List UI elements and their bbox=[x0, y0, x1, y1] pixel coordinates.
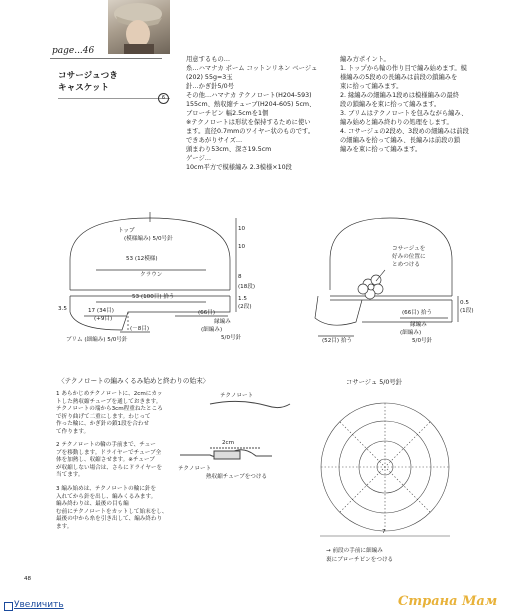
dim-v1: 10 bbox=[238, 226, 246, 232]
materials-line: ます。直径0.7mmのワイヤー状のものです。 bbox=[186, 128, 315, 135]
step-text: 1 あらかじめテクノロートに、2cmにカッ bbox=[56, 391, 163, 397]
corsage-title: コサージュ 5/0号針 bbox=[346, 379, 402, 386]
materials-line: その他…ハマナカ テクノロート(H204-593) bbox=[186, 92, 312, 99]
top-sub-label: (模様編み) 5/0号針 bbox=[124, 236, 173, 242]
brim-label: ブリム (細編み) 5/0号針 bbox=[66, 337, 128, 343]
points-line: 様編みの5段めの長編みは前段の鎖編みを bbox=[340, 74, 458, 81]
materials-line: 頭まわり53cm、深さ19.5cm bbox=[186, 146, 272, 153]
right-brim-outline bbox=[315, 296, 362, 325]
step-text: 3 編み始めは、テクノロートの輪に針を bbox=[56, 486, 157, 492]
site-logo: Страна Мам bbox=[398, 594, 498, 609]
corsage-note-3: とめつける bbox=[392, 262, 420, 268]
points-line: 3. ブリムはテクノロートを包みながら編み、 bbox=[340, 110, 468, 117]
dim-53-100-label: 53 (100目) 拾う bbox=[132, 294, 175, 300]
title-line-2: キャスケット bbox=[58, 83, 110, 93]
points-line: 2. 縁編みの細編み1段めは模様編みの最終 bbox=[340, 92, 460, 99]
step-text: 編み終わりは、最後の目も編 bbox=[56, 501, 129, 508]
step-text: 作った輪に、かぎ針の鎖1段を合わせ bbox=[56, 421, 150, 428]
right-edge-needle: 5/0号針 bbox=[412, 338, 433, 344]
corsage-flower-icon bbox=[358, 275, 383, 299]
dim-53-label: 53 (12模様) bbox=[126, 256, 158, 262]
materials-line: ブローチピン 幅2.5cmを1個 bbox=[186, 110, 269, 117]
materials-line: (202) 55g=3玉 bbox=[186, 74, 233, 81]
materials-line: ゲージ… bbox=[186, 155, 212, 162]
dim-66: (66目) bbox=[198, 310, 216, 316]
dim-v4: (18段) bbox=[238, 284, 256, 290]
zoom-icon bbox=[4, 602, 13, 611]
step-text: 当てます。 bbox=[56, 472, 84, 479]
wire-label-2: 2cm bbox=[222, 440, 235, 446]
step-text: む前にテクノロートをカットして始末をし、 bbox=[56, 508, 168, 515]
dim-v6: (2段) bbox=[238, 304, 252, 310]
points-line: 編みを束に拾って編みます。 bbox=[340, 146, 422, 153]
points-heading: 編み方ポイント。 bbox=[340, 56, 390, 63]
corsage-chart bbox=[320, 403, 450, 536]
dim-34: 17 (34目) bbox=[88, 308, 114, 314]
corsage-note-2: 好みの位置に bbox=[392, 254, 426, 260]
edge-label: 縁編み bbox=[214, 319, 231, 325]
techno-step-2 bbox=[56, 442, 162, 480]
materials-line: 155cm、熱収縮チューブ(H204-605) 5cm、 bbox=[186, 101, 316, 108]
title-line-1: コサージュつき bbox=[58, 71, 118, 81]
top-label: トップ bbox=[118, 228, 135, 234]
step-text: ブを移動します。ドライヤーでチューブ全 bbox=[56, 449, 162, 456]
materials-line: 糸…ハマナカ ボーム コットンリネン ベージュ bbox=[186, 65, 318, 72]
edge-needle-label: 5/0号針 bbox=[221, 335, 242, 341]
dim-v2: 10 bbox=[238, 244, 246, 250]
wire-label-1: テクノロート bbox=[220, 393, 254, 399]
dim-v5: 1.5 bbox=[238, 296, 247, 302]
crown-label: クラウン bbox=[140, 272, 163, 278]
materials-line: 針…かぎ針5/0号 bbox=[186, 83, 234, 90]
points-line: 段の鎖編みを束に拾って編みます。 bbox=[340, 101, 441, 108]
step-text: 入れてから針を出し、編みくるみます。 bbox=[56, 493, 157, 500]
right-crown-outline bbox=[330, 218, 452, 296]
points-line: 1. トップから輪の作り目で編み始めます。模 bbox=[340, 65, 467, 72]
right-dim-52: (52目) 拾う bbox=[322, 338, 353, 344]
right-edge-sub: (細編み) bbox=[400, 330, 422, 336]
techno-step-1 bbox=[56, 391, 163, 437]
points-line: 編み始めと編み終わりの処理をします。 bbox=[340, 119, 453, 126]
step-text: が収縮しない場合は、さらにドライヤーを bbox=[56, 464, 163, 471]
corsage-note-1: コサージュを bbox=[392, 246, 426, 252]
right-dim-v2: (1段) bbox=[460, 308, 474, 314]
step-text: ます。 bbox=[56, 523, 73, 530]
corsage-legend-2: 裏にブローチピンをつける bbox=[326, 557, 394, 563]
dim-plus9: (+9目) bbox=[94, 316, 113, 322]
dim-v3: 8 bbox=[238, 274, 242, 280]
techno-heading: 〈テクノロートの編みくるみ始めと終わりの始末〉 bbox=[58, 377, 210, 385]
materials-line: できあがりサイズ… bbox=[186, 137, 243, 144]
page-number: 48 bbox=[24, 576, 32, 582]
right-edge-label: 縁編み bbox=[410, 322, 427, 328]
materials-line: ※テクノロートは形状を保持するために使い bbox=[186, 119, 311, 126]
step-text: 最後の中から糸を引き出して、編み終わり bbox=[56, 516, 163, 523]
points-line: 束に拾って編みます。 bbox=[340, 83, 403, 90]
dim-left-3-5: 3.5 bbox=[58, 306, 67, 312]
points-line: の細編みを拾って編み、長編みは前段の鎖 bbox=[340, 137, 461, 144]
page-label: page...46 bbox=[52, 46, 95, 56]
step-text: 2 テクノロートの輪の手前まで、チュー bbox=[56, 442, 156, 448]
corsage-legend-1: → 前段の手前に細編み bbox=[326, 548, 383, 554]
right-dim-v1: 0.5 bbox=[460, 300, 469, 306]
wire-label-3: テクノロート bbox=[178, 466, 212, 472]
wire-label-4: 熱収縮チューブをつける bbox=[206, 474, 268, 480]
step-text: トした熱収縮チューブを通しておきます。 bbox=[56, 398, 162, 405]
techno-step-3 bbox=[56, 486, 167, 532]
step-text: で折り曲げて二重にします。わじって bbox=[56, 413, 151, 420]
corsage-size: 7 bbox=[382, 529, 386, 535]
step-text: 体を加熱し、収縮させます。※チューブ bbox=[56, 457, 155, 464]
dim-minus8: (－8目) bbox=[130, 326, 150, 332]
materials-line: 10cm平方で模様編み 2.3模様×10段 bbox=[186, 164, 292, 171]
edge-sub-label: (細編み) bbox=[201, 327, 223, 333]
points-line: 4. コサージュの2段め、3段めの細編みは前段 bbox=[340, 128, 469, 135]
wire-sketch bbox=[210, 401, 290, 407]
materials-line: 用意するもの… bbox=[186, 56, 231, 63]
right-dim-66: (66目) 拾う bbox=[402, 310, 433, 316]
zoom-link[interactable]: Увеличить bbox=[14, 600, 64, 610]
step-text: テクノロートの端から3cm程重ねたところ bbox=[56, 406, 163, 413]
title-badge: 6 bbox=[158, 93, 169, 104]
step-text: て作ります。 bbox=[56, 428, 90, 435]
